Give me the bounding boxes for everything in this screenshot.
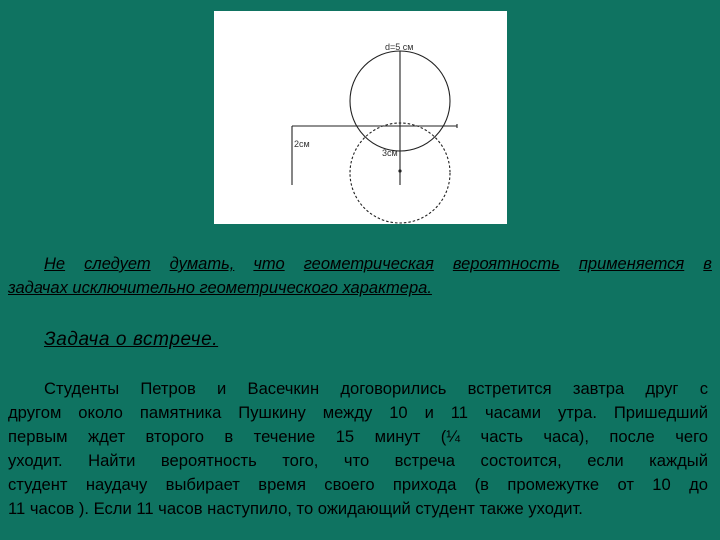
circles-diagram xyxy=(214,11,507,224)
problem-heading: Задача о встрече. xyxy=(44,329,219,350)
intro-line-1 xyxy=(8,252,712,276)
intro-word: в xyxy=(703,255,712,273)
problem-line: Студенты Петров и Васечкин договорились встретится завтра друг с xyxy=(44,379,708,398)
problem-line: студент наудачу выбирает время своего прихода (в промежутке от 10 до xyxy=(8,475,708,494)
center-point xyxy=(398,169,401,172)
intro-paragraph xyxy=(8,252,712,300)
problem-line: 11 часов ). Если 11 часов наступило, то ожидающий студент также уходит. xyxy=(8,499,583,518)
diameter-label: d=5 см xyxy=(385,42,414,52)
intro-word: думать, xyxy=(169,255,235,273)
intro-word: что xyxy=(253,255,285,273)
problem-line: другом около памятника Пушкину между 10 и 11 часами утра. Пришедший xyxy=(8,403,708,422)
problem-line: уходит. Найти вероятность того, что встреча состоится, если каждый xyxy=(8,451,708,470)
intro-word: применяется xyxy=(578,255,685,273)
intro-line-2: задачах исключительно геометрического характера. xyxy=(8,279,432,297)
intro-word: геометрическая xyxy=(303,255,434,273)
two-cm-label: 2см xyxy=(294,139,310,149)
intro-word: следует xyxy=(84,255,151,273)
intro-word: Не xyxy=(44,255,66,273)
problem-line: первым ждет второго в течение 15 минут (¼ часть часа), после чего xyxy=(8,427,708,446)
intro-word: вероятность xyxy=(452,255,560,273)
three-cm-label: 3см xyxy=(382,148,398,158)
problem-paragraph xyxy=(8,377,708,521)
geometry-figure xyxy=(214,11,507,224)
